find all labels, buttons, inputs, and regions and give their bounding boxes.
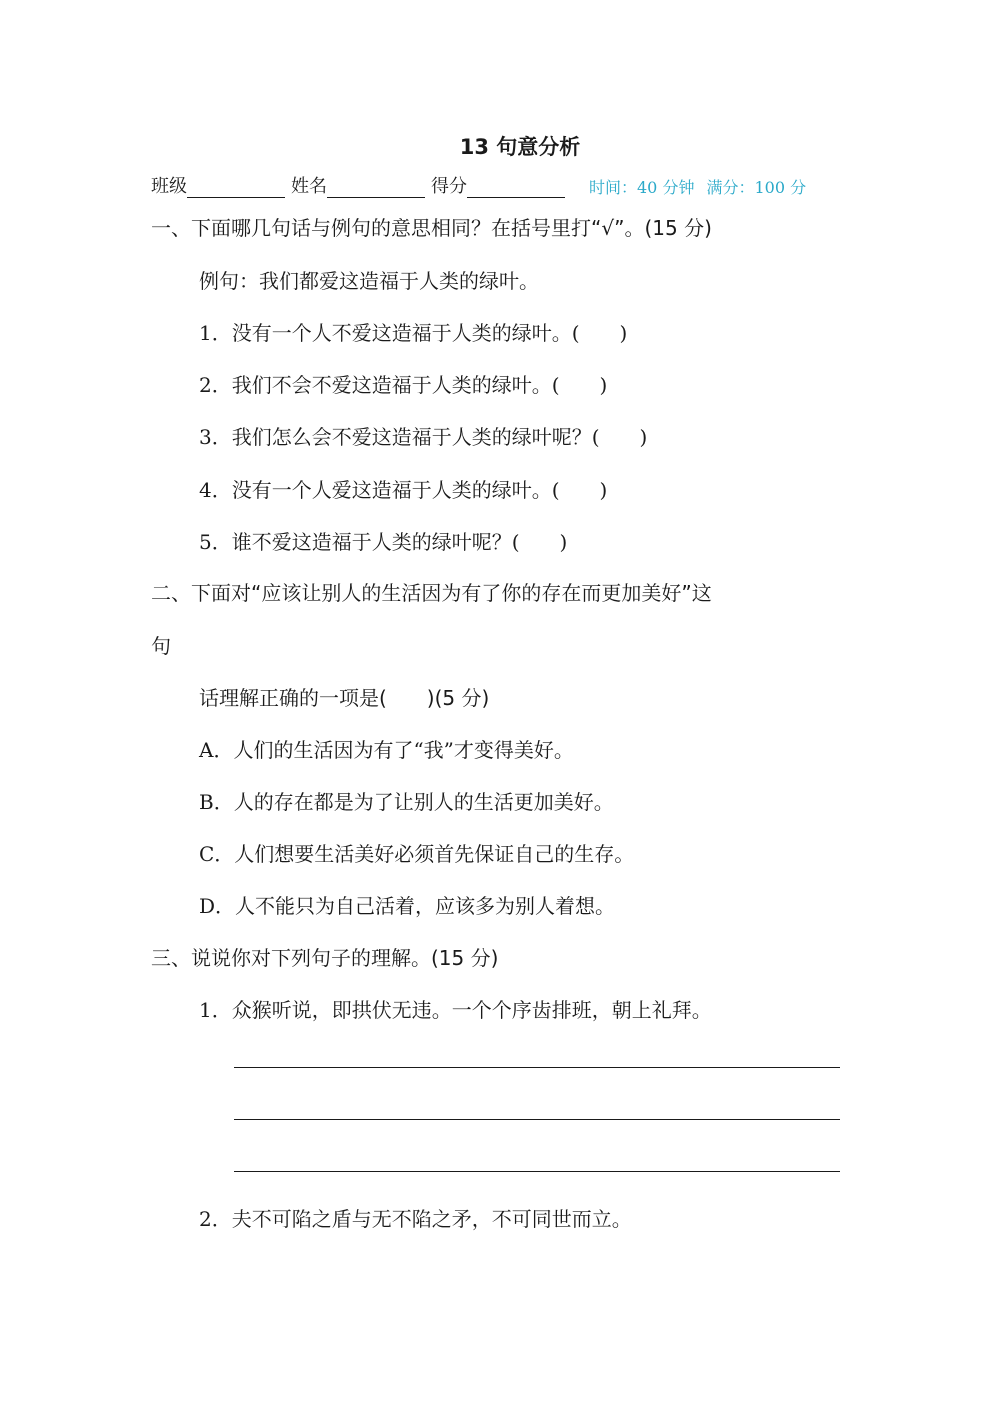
section3-heading: 三、说说你对下列句子的理解。(15 分) xyxy=(151,946,499,970)
section2-heading-cont: 句 xyxy=(151,634,171,658)
section1-item: 5．谁不爱这造福于人类的绿叶呢？( ) xyxy=(199,530,568,554)
answer-line[interactable] xyxy=(234,1119,840,1120)
answer-line[interactable] xyxy=(234,1171,840,1172)
class-label: 班级 xyxy=(151,176,187,197)
answer-line[interactable] xyxy=(234,1067,840,1068)
section1-item: 2．我们不会不爱这造福于人类的绿叶。( ) xyxy=(199,373,608,397)
full-score-meta: 满分：100 分 xyxy=(706,178,807,197)
section2-heading: 二、下面对“应该让别人的生活因为有了你的存在而更加美好”这 xyxy=(151,581,712,605)
score-label: 得分 xyxy=(431,176,467,197)
section1-item: 3．我们怎么会不爱这造福于人类的绿叶呢？( ) xyxy=(199,425,648,449)
section2-option-a: A．人们的生活因为有了“我”才变得美好。 xyxy=(199,738,574,762)
class-blank xyxy=(187,175,285,198)
section3-item: 1．众猴听说，即拱伏无违。一个个序齿排班，朝上礼拜。 xyxy=(199,998,712,1022)
section1-item: 1．没有一个人不爱这造福于人类的绿叶。( ) xyxy=(199,321,628,345)
section2-option-b: B．人的存在都是为了让别人的生活更加美好。 xyxy=(199,790,614,814)
page-title: 13 句意分析 xyxy=(459,135,581,159)
section2-heading-cont: 话理解正确的一项是( )(5 分) xyxy=(199,686,490,710)
section2-option-d: D．人不能只为自己活着，应该多为别人着想。 xyxy=(199,894,616,918)
score-blank xyxy=(467,175,565,198)
name-label: 姓名 xyxy=(291,176,327,197)
section1-item: 4．没有一个人爱这造福于人类的绿叶。( ) xyxy=(199,478,608,502)
section3-item: 2．夫不可陷之盾与无不陷之矛，不可同世而立。 xyxy=(199,1207,632,1231)
student-info-row xyxy=(151,172,806,198)
section1-heading: 一、下面哪几句话与例句的意思相同？在括号里打“√”。(15 分) xyxy=(151,216,712,240)
time-meta: 时间：40 分钟 xyxy=(589,178,695,197)
section2-option-c: C．人们想要生活美好必须首先保证自己的生存。 xyxy=(199,842,635,866)
name-blank xyxy=(327,175,425,198)
section1-example: 例句：我们都爱这造福于人类的绿叶。 xyxy=(199,269,539,293)
